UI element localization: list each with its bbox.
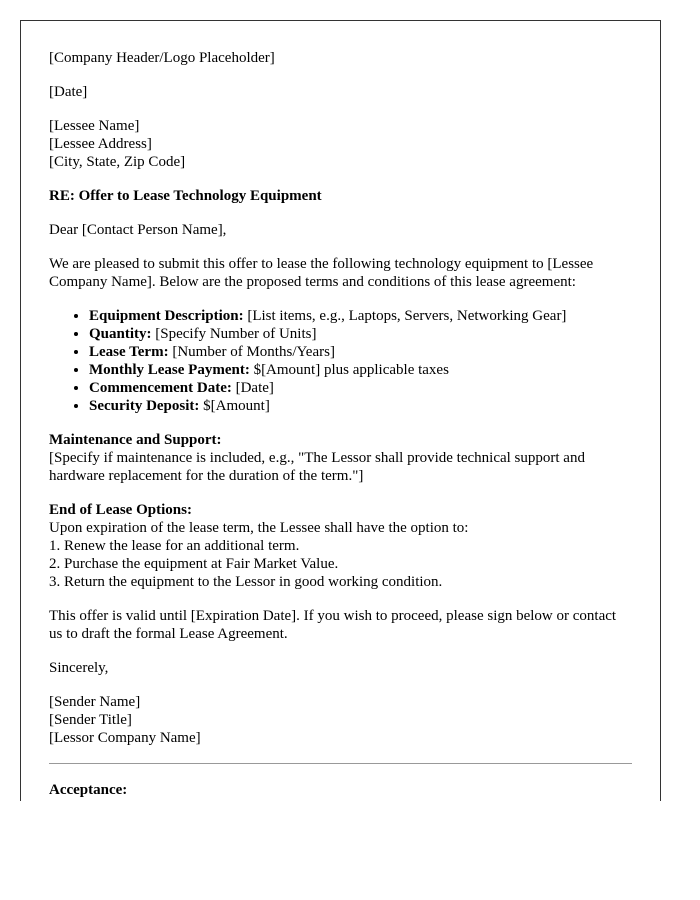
option-item: 1. Renew the lease for an additional term. xyxy=(49,538,300,554)
lessor-company: [Lessor Company Name] xyxy=(49,730,201,746)
end-options-heading: End of Lease Options: xyxy=(49,502,192,518)
letter-page xyxy=(20,20,661,801)
maintenance-section xyxy=(49,431,632,485)
term-label: Equipment Description: xyxy=(89,308,244,324)
term-item xyxy=(89,397,632,415)
term-label: Commencement Date: xyxy=(89,380,232,396)
term-value: $[Amount] xyxy=(199,398,270,414)
term-value: [Specify Number of Units] xyxy=(151,326,317,342)
salutation: Dear [Contact Person Name], xyxy=(49,222,227,238)
term-item xyxy=(89,325,632,343)
letter-date: [Date] xyxy=(49,84,88,100)
term-value: [List items, e.g., Laptops, Servers, Networking Gear] xyxy=(243,308,567,324)
end-options-section xyxy=(49,501,632,591)
validity-paragraph: This offer is valid until [Expiration Date]. If you wish to proceed, please sign below or contact us to draft the formal Lease Agreement. xyxy=(49,608,617,642)
option-item: 3. Return the equipment to the Lessor in good working condition. xyxy=(49,574,443,590)
recipient-address xyxy=(49,117,632,171)
end-options-intro: Upon expiration of the lease term, the Lessee shall have the option to: xyxy=(49,520,469,536)
maintenance-heading: Maintenance and Support: xyxy=(49,432,222,448)
sender-name: [Sender Name] xyxy=(49,694,141,710)
term-item xyxy=(89,307,632,325)
closing: Sincerely, xyxy=(49,660,109,676)
term-value: [Date] xyxy=(231,380,274,396)
term-value: [Number of Months/Years] xyxy=(168,344,335,360)
divider xyxy=(49,763,632,764)
terms-list xyxy=(49,307,632,415)
sender-title: [Sender Title] xyxy=(49,712,132,728)
term-label: Lease Term: xyxy=(89,344,169,360)
lessee-name: [Lessee Name] xyxy=(49,118,140,134)
lessee-city: [City, State, Zip Code] xyxy=(49,154,186,170)
term-item xyxy=(89,379,632,397)
lessee-address: [Lessee Address] xyxy=(49,136,152,152)
acceptance-heading: Acceptance: xyxy=(49,782,128,798)
term-item xyxy=(89,361,632,379)
term-label: Monthly Lease Payment: xyxy=(89,362,250,378)
subject-line: RE: Offer to Lease Technology Equipment xyxy=(49,188,322,204)
term-value: $[Amount] plus applicable taxes xyxy=(249,362,449,378)
company-header: [Company Header/Logo Placeholder] xyxy=(49,50,275,66)
term-item xyxy=(89,343,632,361)
sender-block xyxy=(49,693,632,747)
term-label: Security Deposit: xyxy=(89,398,200,414)
option-item: 2. Purchase the equipment at Fair Market Value. xyxy=(49,556,339,572)
intro-paragraph: We are pleased to submit this offer to lease the following technology equipment to [Lessee Company Name]. Below are the proposed terms and conditions of this lease agreement: xyxy=(49,256,594,290)
term-label: Quantity: xyxy=(89,326,152,342)
maintenance-text: [Specify if maintenance is included, e.g., "The Lessor shall provide technical support and hardware replacement for the duration of the term."] xyxy=(49,450,585,484)
